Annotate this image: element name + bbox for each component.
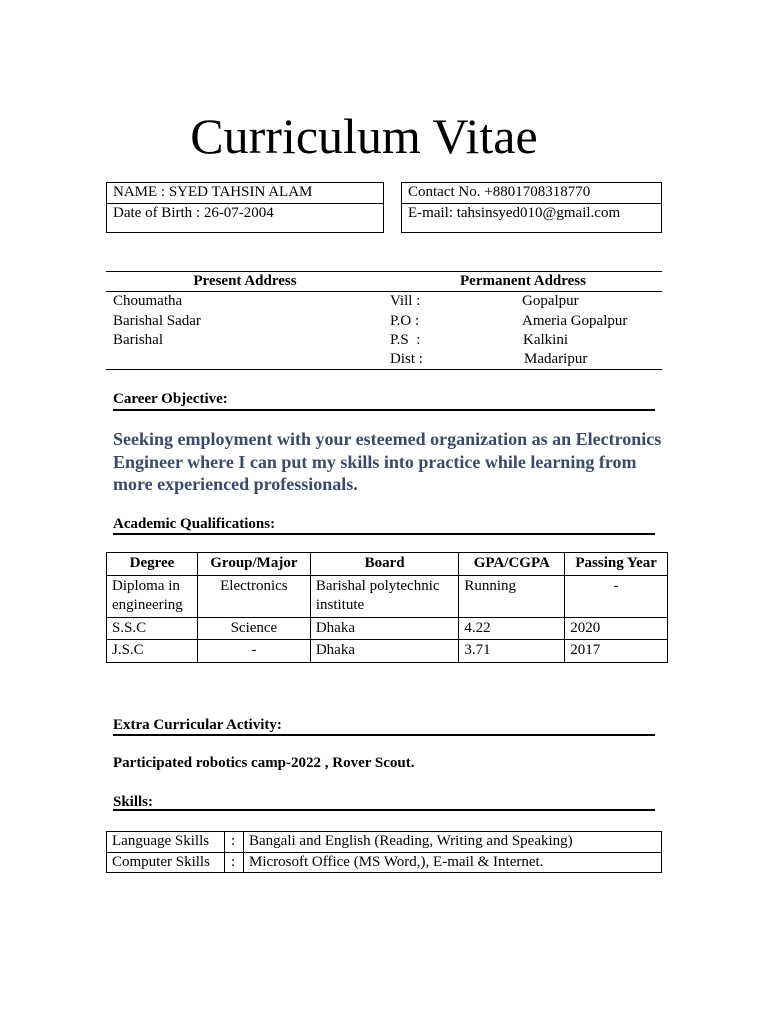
- table-cell: -: [565, 575, 668, 617]
- dist-value: Madaripur: [524, 351, 588, 367]
- skills-rule: [113, 809, 655, 811]
- table-row: [107, 575, 668, 617]
- skill-label: Computer Skills: [107, 852, 225, 873]
- contact-info-box: [401, 182, 662, 233]
- table-cell: -: [197, 640, 310, 663]
- skill-separator: :: [225, 852, 244, 873]
- table-cell: J.S.C: [107, 640, 198, 663]
- name-field: NAME : SYED TAHSIN ALAM: [113, 184, 313, 200]
- skills-table: [106, 831, 662, 873]
- vill-label: Vill :: [390, 293, 421, 309]
- table-cell: S.S.C: [107, 617, 198, 640]
- dist-label: Dist :: [390, 351, 423, 367]
- personal-info-box: [106, 182, 384, 233]
- table-header-row: [107, 553, 668, 576]
- table-row: [107, 832, 662, 853]
- vill-value: Gopalpur: [522, 293, 579, 309]
- academic-rule: [113, 533, 655, 535]
- career-objective-rule: [113, 409, 655, 411]
- present-address-heading: Present Address: [193, 273, 297, 289]
- skills-heading: Skills:: [113, 794, 154, 810]
- skill-value: Bangali and English (Reading, Writing and Speaking): [244, 832, 662, 853]
- page-title: Curriculum Vitae: [190, 108, 538, 164]
- extra-curricular-heading: Extra Curricular Activity:: [113, 717, 282, 733]
- po-value: Ameria Gopalpur: [522, 313, 628, 329]
- column-header: Passing Year: [565, 553, 668, 576]
- present-address-line: Barishal: [113, 332, 163, 348]
- email-address: E-mail: tahsinsyed010@gmail.com: [402, 203, 661, 224]
- present-address-line: Barishal Sadar: [113, 313, 201, 329]
- table-cell: Running: [459, 575, 565, 617]
- table-row: [107, 617, 668, 640]
- column-header: GPA/CGPA: [459, 553, 565, 576]
- table-cell: 2017: [565, 640, 668, 663]
- table-cell: 2020: [565, 617, 668, 640]
- skill-separator: :: [225, 832, 244, 853]
- extra-curricular-text: Participated robotics camp-2022 , Rover Scout.: [113, 755, 415, 771]
- academic-heading: Academic Qualifications:: [113, 516, 276, 532]
- contact-number: Contact No. +8801708318770: [408, 184, 591, 200]
- table-cell: 4.22: [459, 617, 565, 640]
- table-cell: Electronics: [197, 575, 310, 617]
- table-cell: Dhaka: [310, 640, 459, 663]
- po-label: P.O :: [390, 313, 420, 329]
- address-bottom-rule: [106, 369, 662, 370]
- table-row: [107, 852, 662, 873]
- column-header: Group/Major: [197, 553, 310, 576]
- table-cell: 3.71: [459, 640, 565, 663]
- table-cell: Dhaka: [310, 617, 459, 640]
- dob-field: Date of Birth : 26-07-2004: [107, 203, 383, 224]
- present-address-line: Choumatha: [113, 293, 183, 309]
- extra-curricular-rule: [113, 734, 655, 736]
- career-objective-heading: Career Objective:: [113, 391, 228, 407]
- ps-label: P.S :: [390, 332, 421, 348]
- ps-value: Kalkini: [523, 332, 568, 348]
- column-header: Board: [310, 553, 459, 576]
- column-header: Degree: [107, 553, 198, 576]
- skill-label: Language Skills: [107, 832, 225, 853]
- table-cell: Science: [197, 617, 310, 640]
- table-cell: Diploma in engineering: [107, 575, 198, 617]
- table-cell: Barishal polytechnic institute: [310, 575, 459, 617]
- academic-table: [106, 552, 668, 663]
- table-row: [107, 640, 668, 663]
- skill-value: Microsoft Office (MS Word,), E-mail & Internet.: [244, 852, 662, 873]
- permanent-address-heading: Permanent Address: [460, 273, 586, 289]
- career-objective-text: Seeking employment with your esteemed organization as an Electronics Engineer where I can put my skills into practice while learning from more experienced professionals.: [113, 429, 662, 494]
